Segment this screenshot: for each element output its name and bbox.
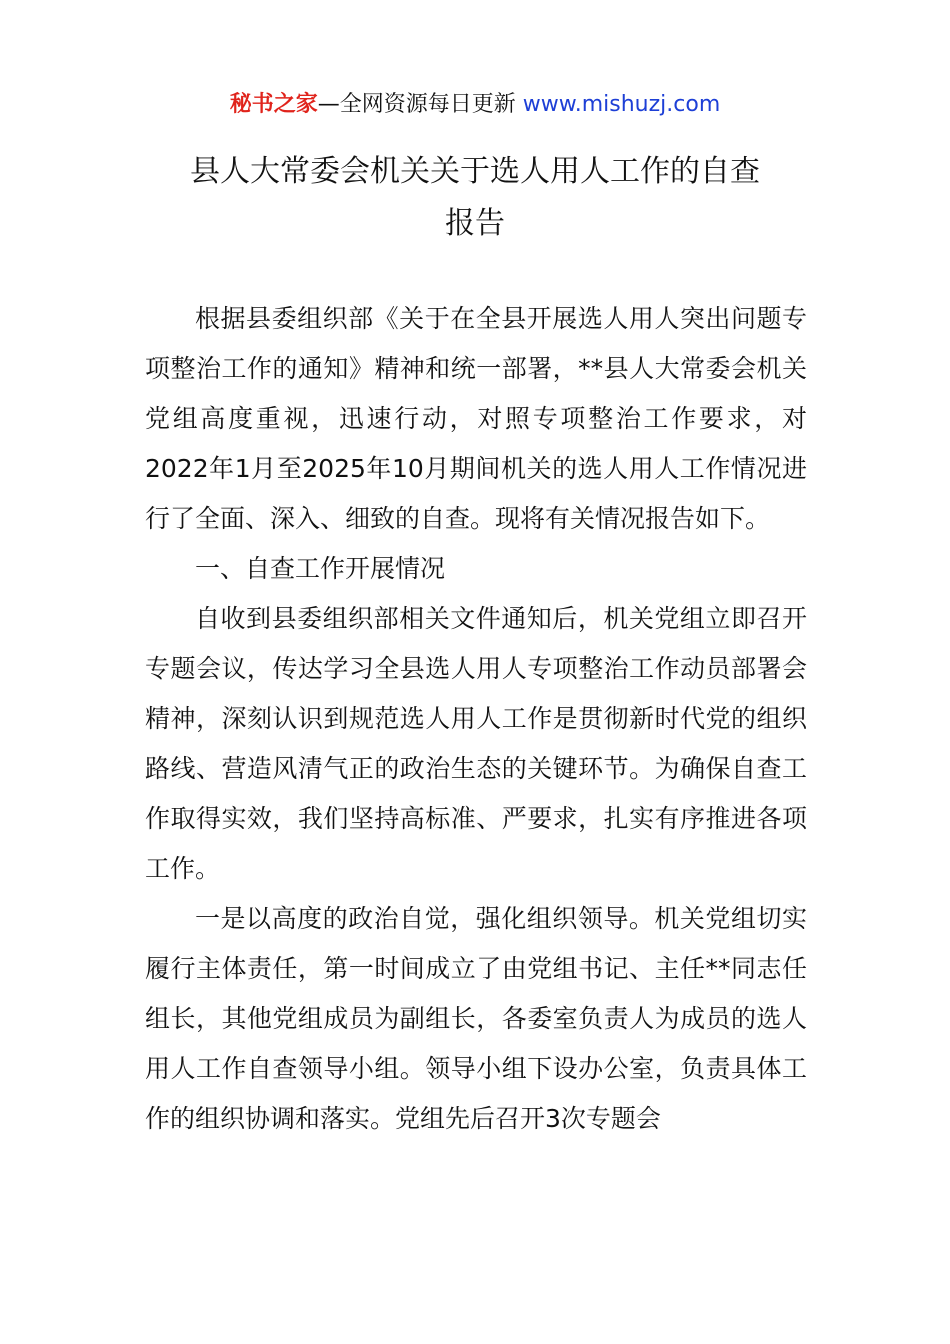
document-title xyxy=(145,146,805,250)
document-body xyxy=(145,294,807,1144)
brand-name: 秘书之家 xyxy=(229,92,318,117)
paragraph-point-1: 一是以高度的政治自觉，强化组织领导。机关党组切实履行主体责任，第一时间成立了由党组书记、主任**同志任组长，其他党组成员为副组长，各委室负责人为成员的选人用人工作自查领导小组。领导小组下设办公室，负责具体工作的组织协调和落实。党组先后召开3次专题会 xyxy=(145,904,807,1133)
site-url-link[interactable]: www.mishuzj.com xyxy=(522,92,721,117)
title-line-2: 报告 xyxy=(445,206,505,241)
title-line-1: 县人大常委会机关关于选人用人工作的自查 xyxy=(190,154,760,189)
header-slogan: —全网资源每日更新 xyxy=(317,92,516,117)
paragraph-intro: 根据县委组织部《关于在全县开展选人用人突出问题专项整治工作的通知》精神和统一部署，**县人大常委会机关党组高度重视，迅速行动，对照专项整治工作要求，对2022年1月至2025年10月期间机关的选人用人工作情况进行了全面、深入、细致的自查。现将有关情况报告如下。 xyxy=(145,304,807,533)
site-header xyxy=(0,88,950,122)
section-heading-1: 一、自查工作开展情况 xyxy=(195,554,446,583)
paragraph-section-1: 自收到县委组织部相关文件通知后，机关党组立即召开专题会议，传达学习全县选人用人专项整治工作动员部署会精神，深刻认识到规范选人用人工作是贯彻新时代党的组织路线、营造风清气正的政治生态的关键环节。为确保自查工作取得实效，我们坚持高标准、严要求，扎实有序推进各项工作。 xyxy=(145,604,807,883)
